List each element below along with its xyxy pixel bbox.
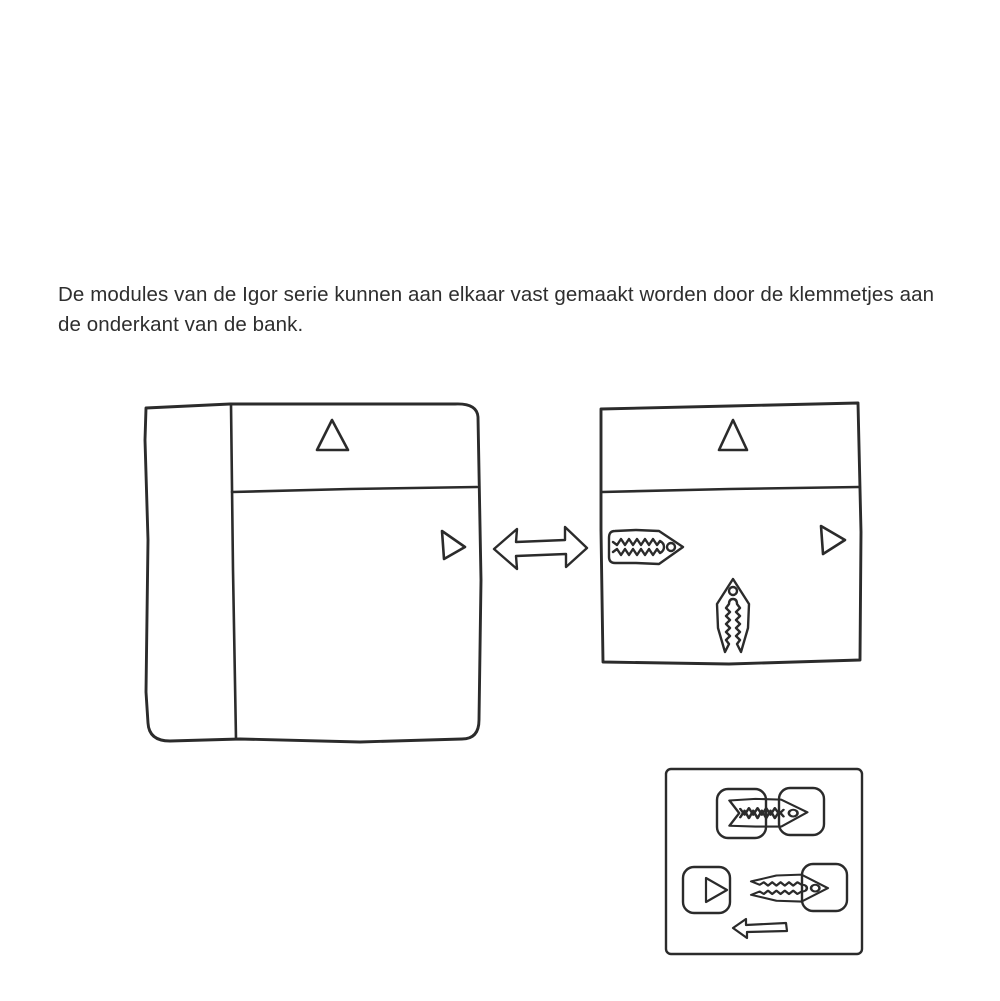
clamp-closed-joining-icon <box>729 799 807 827</box>
module-left-outline <box>145 404 481 742</box>
triangle-up-icon <box>317 420 348 450</box>
module-right-backrest-line <box>602 487 859 492</box>
instruction-line-1: De modules van de Igor serie kunnen aan elkaar vast gemaakt worden door de klemmetjes aan <box>58 283 935 306</box>
arrow-left-icon <box>733 919 787 938</box>
triangle-up-icon <box>719 420 747 450</box>
detail-inset <box>666 769 862 954</box>
triangle-right-icon <box>442 531 465 559</box>
clamp-open-vertical-icon <box>717 579 749 652</box>
module-right <box>601 403 861 664</box>
module-left <box>145 404 481 742</box>
inset-module-block <box>779 788 824 835</box>
triangle-right-icon <box>706 878 727 902</box>
instruction-line-2: de onderkant van de bank. <box>58 313 304 336</box>
module-left-armrest-line <box>231 404 236 739</box>
double-arrow-icon <box>494 527 587 569</box>
module-left-backrest-line <box>232 487 477 492</box>
triangle-right-icon <box>821 526 845 554</box>
clamp-open-horizontal-icon <box>609 530 683 564</box>
connection-arrow <box>494 527 587 569</box>
inset-border <box>666 769 862 954</box>
clamp-open-icon <box>751 875 828 902</box>
